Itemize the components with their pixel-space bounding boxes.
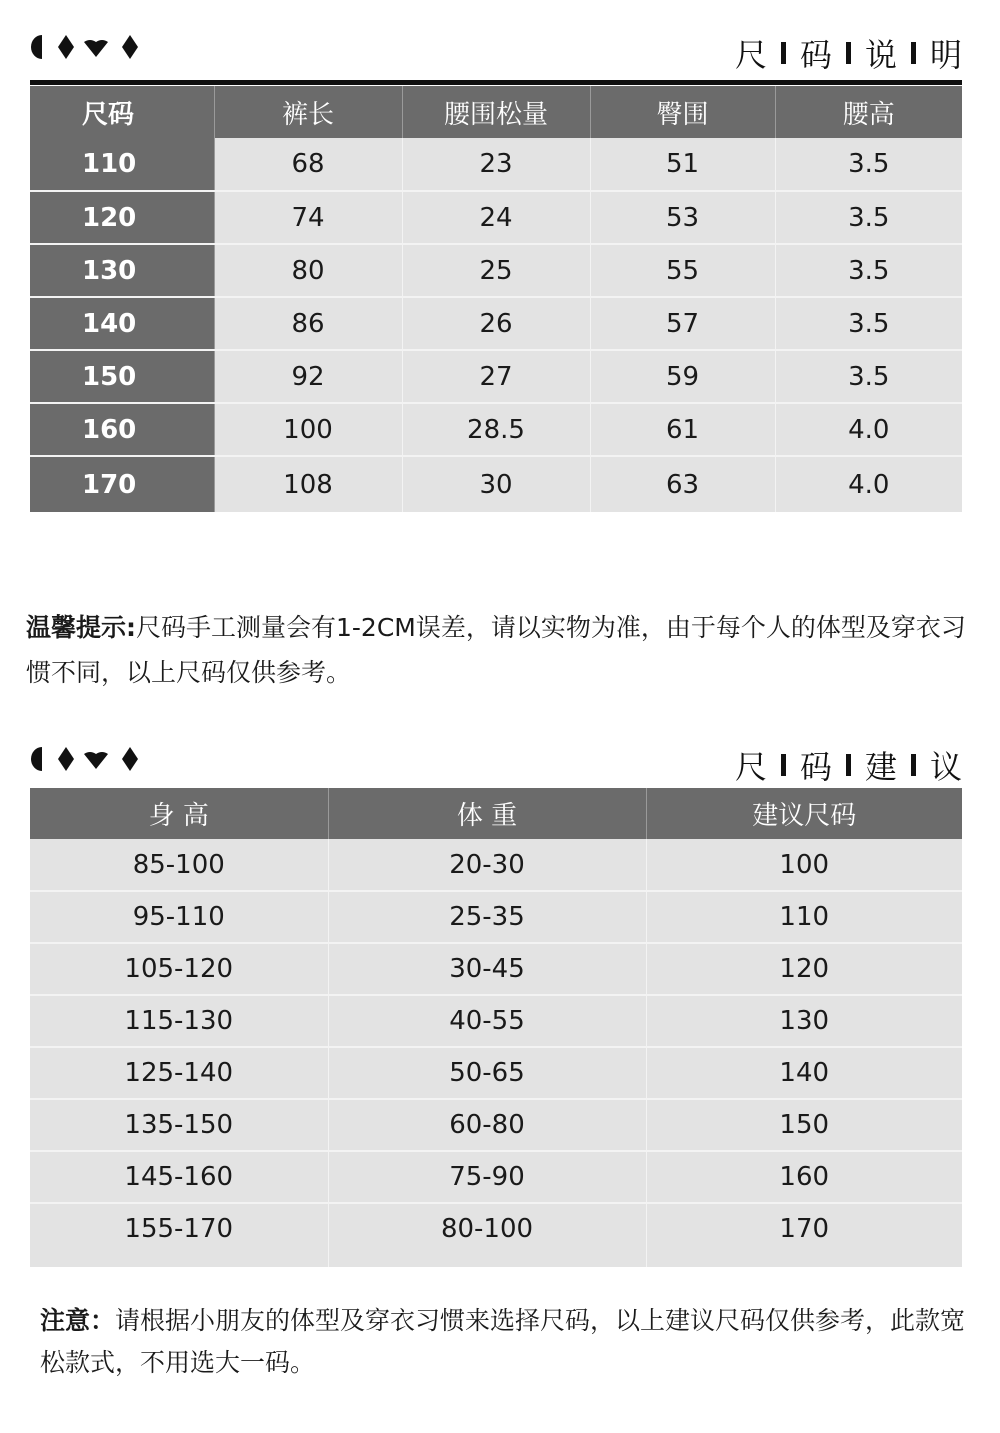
table-row bbox=[30, 995, 962, 1047]
notice-note bbox=[40, 1300, 968, 1384]
table-cell: 24 bbox=[402, 191, 590, 244]
title-char: 码 bbox=[799, 36, 832, 74]
heart-icon bbox=[84, 40, 108, 57]
table-cell: 60-80 bbox=[328, 1099, 646, 1151]
table-row bbox=[30, 138, 962, 191]
table-cell: 55 bbox=[590, 244, 775, 297]
table-cell: 75-90 bbox=[328, 1151, 646, 1203]
table-cell: 105-120 bbox=[30, 943, 328, 995]
table-cell: 20-30 bbox=[328, 839, 646, 891]
table-cell: 26 bbox=[402, 297, 590, 350]
title-separator bbox=[911, 42, 916, 64]
title-char: 议 bbox=[929, 748, 962, 786]
table-row bbox=[30, 1047, 962, 1099]
column-header: 身 高 bbox=[30, 788, 328, 839]
table-cell: 170 bbox=[646, 1203, 962, 1267]
title-char: 尺 bbox=[734, 36, 767, 74]
title-separator bbox=[781, 42, 786, 64]
table-cell: 68 bbox=[214, 138, 402, 191]
size-cell: 150 bbox=[30, 350, 214, 403]
half-circle-icon bbox=[31, 747, 42, 771]
table-cell: 125-140 bbox=[30, 1047, 328, 1099]
column-header: 建议尺码 bbox=[646, 788, 962, 839]
table-cell: 50-65 bbox=[328, 1047, 646, 1099]
decorative-shapes bbox=[30, 742, 150, 776]
table-cell: 27 bbox=[402, 350, 590, 403]
table-header-row bbox=[30, 788, 962, 839]
decorative-shapes bbox=[30, 30, 150, 64]
table-row bbox=[30, 297, 962, 350]
title-char: 说 bbox=[864, 36, 897, 74]
table-cell: 145-160 bbox=[30, 1151, 328, 1203]
table-cell: 53 bbox=[590, 191, 775, 244]
table-cell: 135-150 bbox=[30, 1099, 328, 1151]
tip-label: 温馨提示: bbox=[26, 613, 136, 642]
table-cell: 110 bbox=[646, 891, 962, 943]
column-header: 体 重 bbox=[328, 788, 646, 839]
table-cell: 63 bbox=[590, 456, 775, 512]
size-chart-title bbox=[735, 30, 962, 76]
column-header: 裤长 bbox=[214, 86, 402, 138]
title-separator bbox=[846, 42, 851, 64]
table-row bbox=[30, 244, 962, 297]
table-cell: 115-130 bbox=[30, 995, 328, 1047]
title-char: 码 bbox=[799, 748, 832, 786]
size-cell: 130 bbox=[30, 244, 214, 297]
title-separator bbox=[911, 754, 916, 776]
table-row bbox=[30, 191, 962, 244]
table-cell: 140 bbox=[646, 1047, 962, 1099]
table-cell: 3.5 bbox=[775, 191, 962, 244]
title-char: 建 bbox=[864, 748, 897, 786]
table-row bbox=[30, 456, 962, 512]
table-cell: 95-110 bbox=[30, 891, 328, 943]
table-row bbox=[30, 403, 962, 456]
table-cell: 3.5 bbox=[775, 244, 962, 297]
column-header: 腰高 bbox=[775, 86, 962, 138]
diamond-icon bbox=[58, 747, 74, 771]
table-cell: 40-55 bbox=[328, 995, 646, 1047]
table-row bbox=[30, 350, 962, 403]
column-header: 臀围 bbox=[590, 86, 775, 138]
table-cell: 25-35 bbox=[328, 891, 646, 943]
table-cell: 3.5 bbox=[775, 350, 962, 403]
table-cell: 51 bbox=[590, 138, 775, 191]
table-cell: 28.5 bbox=[402, 403, 590, 456]
size-cell: 170 bbox=[30, 456, 214, 512]
table-cell: 120 bbox=[646, 943, 962, 995]
diamond-icon bbox=[122, 35, 138, 59]
size-cell: 160 bbox=[30, 403, 214, 456]
table-row bbox=[30, 1151, 962, 1203]
table-cell: 100 bbox=[646, 839, 962, 891]
table-cell: 57 bbox=[590, 297, 775, 350]
recommend-title bbox=[735, 742, 962, 788]
notice-text: 请根据小朋友的体型及穿衣习惯来选择尺码，以上建议尺码仅供参考，此款宽松款式，不用选大一码。 bbox=[40, 1306, 966, 1377]
heart-icon bbox=[84, 752, 108, 769]
table-row bbox=[30, 839, 962, 891]
table-cell: 160 bbox=[646, 1151, 962, 1203]
size-chart-header bbox=[30, 30, 962, 76]
size-cell: 120 bbox=[30, 191, 214, 244]
table-cell: 86 bbox=[214, 297, 402, 350]
size-cell: 110 bbox=[30, 138, 214, 191]
recommend-table bbox=[30, 788, 962, 1267]
table-cell: 30-45 bbox=[328, 943, 646, 995]
table-cell: 155-170 bbox=[30, 1203, 328, 1267]
size-chart-table bbox=[30, 86, 962, 512]
title-separator bbox=[846, 754, 851, 776]
notice-label: 注意： bbox=[40, 1306, 116, 1335]
table-cell: 3.5 bbox=[775, 138, 962, 191]
table-cell: 4.0 bbox=[775, 456, 962, 512]
table-header-row bbox=[30, 86, 962, 138]
title-char: 明 bbox=[929, 36, 962, 74]
column-header: 尺码 bbox=[30, 86, 214, 138]
tip-note bbox=[26, 605, 966, 695]
table-cell: 4.0 bbox=[775, 403, 962, 456]
table-cell: 3.5 bbox=[775, 297, 962, 350]
table-cell: 80-100 bbox=[328, 1203, 646, 1267]
table-cell: 85-100 bbox=[30, 839, 328, 891]
section-rule bbox=[30, 80, 962, 85]
table-cell: 74 bbox=[214, 191, 402, 244]
table-cell: 100 bbox=[214, 403, 402, 456]
tip-text: 尺码手工测量会有1-2CM误差，请以实物为准，由于每个人的体型及穿衣习惯不同，以上尺码仅供参考。 bbox=[26, 613, 966, 687]
column-header: 腰围松量 bbox=[402, 86, 590, 138]
table-cell: 108 bbox=[214, 456, 402, 512]
title-char: 尺 bbox=[734, 748, 767, 786]
table-cell: 92 bbox=[214, 350, 402, 403]
diamond-icon bbox=[58, 35, 74, 59]
diamond-icon bbox=[122, 747, 138, 771]
table-row bbox=[30, 1099, 962, 1151]
table-row bbox=[30, 891, 962, 943]
table-cell: 23 bbox=[402, 138, 590, 191]
title-separator bbox=[781, 754, 786, 776]
half-circle-icon bbox=[31, 35, 42, 59]
table-cell: 59 bbox=[590, 350, 775, 403]
table-cell: 61 bbox=[590, 403, 775, 456]
table-cell: 30 bbox=[402, 456, 590, 512]
table-row bbox=[30, 1203, 962, 1267]
table-cell: 150 bbox=[646, 1099, 962, 1151]
size-cell: 140 bbox=[30, 297, 214, 350]
table-cell: 80 bbox=[214, 244, 402, 297]
table-row bbox=[30, 943, 962, 995]
table-cell: 25 bbox=[402, 244, 590, 297]
table-cell: 130 bbox=[646, 995, 962, 1047]
recommend-header bbox=[30, 742, 962, 788]
